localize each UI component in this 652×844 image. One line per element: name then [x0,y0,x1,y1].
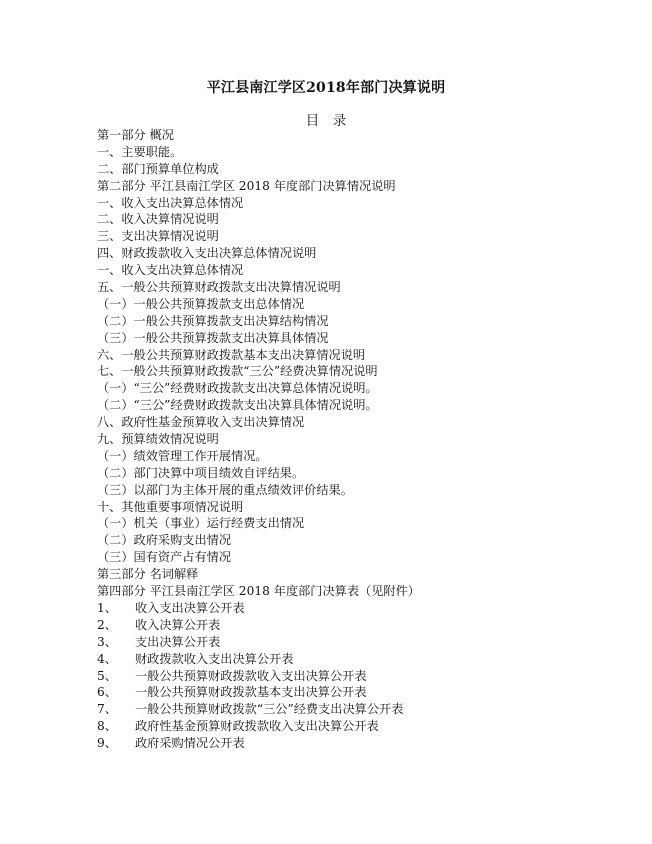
toc-item: 一、收入支出决算总体情况 [97,195,244,210]
table-label: 一般公共预算财政拨款基本支出决算公开表 [135,685,367,700]
toc-heading: 目 录 [305,113,347,129]
table-list-item [97,634,557,651]
table-label: 支出决算公开表 [135,634,221,649]
toc-item: 六、一般公共预算财政拨款基本支出决算情况说明 [97,347,366,362]
toc-item: 八、政府性基金预算收入支出决算情况 [97,415,305,430]
table-label: 政府采购情况公开表 [135,736,245,751]
toc-item: 第一部分 概况 [97,128,174,142]
toc-item: （一）机关（事业）运行经费支出情况 [97,516,305,531]
toc-item: （三）以部门为主体开展的重点绩效评价结果。 [97,482,353,497]
toc-item: （二）“三公”经费财政拨款支出决算具体情况说明。 [97,398,378,413]
toc-item: 一、收入支出决算总体情况 [97,263,244,278]
toc-list [97,127,557,752]
table-number: 9、 [97,736,117,751]
toc-item: （一）一般公共预算拨款支出总体情况 [97,296,305,311]
table-list-item [97,668,557,685]
toc-item: 二、部门预算单位构成 [97,161,219,176]
toc-item: 一、主要职能。 [97,144,183,159]
toc-item: （二）部门决算中项目绩效自评结果。 [97,465,305,480]
table-list-item [97,600,557,617]
toc-item: 二、收入决算情况说明 [97,212,219,227]
table-number: 8、 [97,719,117,734]
table-number: 1、 [97,600,117,615]
toc-item: （三）一般公共预算拨款支出决算具体情况 [97,330,329,345]
table-label: 收入支出决算公开表 [135,600,245,615]
toc-item: 七、一般公共预算财政拨款“三公”经费决算情况说明 [97,364,378,379]
table-number: 6、 [97,685,117,700]
table-number: 7、 [97,702,117,717]
toc-item: 九、预算绩效情况说明 [97,432,219,447]
toc-item: 四、财政拨款收入支出决算总体情况说明 [97,246,317,261]
document-title: 平江县南江学区2018年部门决算说明 [206,80,446,96]
toc-item: （一）“三公”经费财政拨款支出决算总体情况说明。 [97,381,378,396]
table-list-item [97,684,557,701]
table-list-item [97,701,557,718]
table-number: 4、 [97,651,117,666]
toc-item: （二）政府采购支出情况 [97,533,232,548]
toc-item: （三）国有资产占有情况 [97,550,232,565]
toc-item: 第二部分 平江县南江学区 2018 年度部门决算情况说明 [97,178,396,193]
table-number: 2、 [97,617,117,632]
table-number: 5、 [97,668,117,683]
table-label: 收入决算公开表 [135,617,221,632]
table-label: 政府性基金预算财政拨款收入支出决算公开表 [135,719,379,734]
toc-item: 第四部分 平江县南江学区 2018 年度部门决算表（见附件） [97,584,420,599]
table-list-item [97,718,557,735]
table-label: 财政拨款收入支出决算公开表 [135,651,294,666]
toc-item: 三、支出决算情况说明 [97,229,219,244]
table-list-item [97,651,557,668]
toc-item: 十、其他重要事项情况说明 [97,499,244,514]
table-list-item [97,617,557,634]
table-list-item [97,735,557,752]
toc-item: 五、一般公共预算财政拨款支出决算情况说明 [97,280,341,295]
toc-item: 第三部分 名词解释 [97,567,199,582]
table-label: 一般公共预算财政拨款收入支出决算公开表 [135,668,367,683]
table-number: 3、 [97,634,117,649]
table-label: 一般公共预算财政拨款“三公”经费支出决算公开表 [135,702,404,717]
toc-item: （一）绩效管理工作开展情况。 [97,448,268,463]
toc-item: （二）一般公共预算拨款支出决算结构情况 [97,313,329,328]
